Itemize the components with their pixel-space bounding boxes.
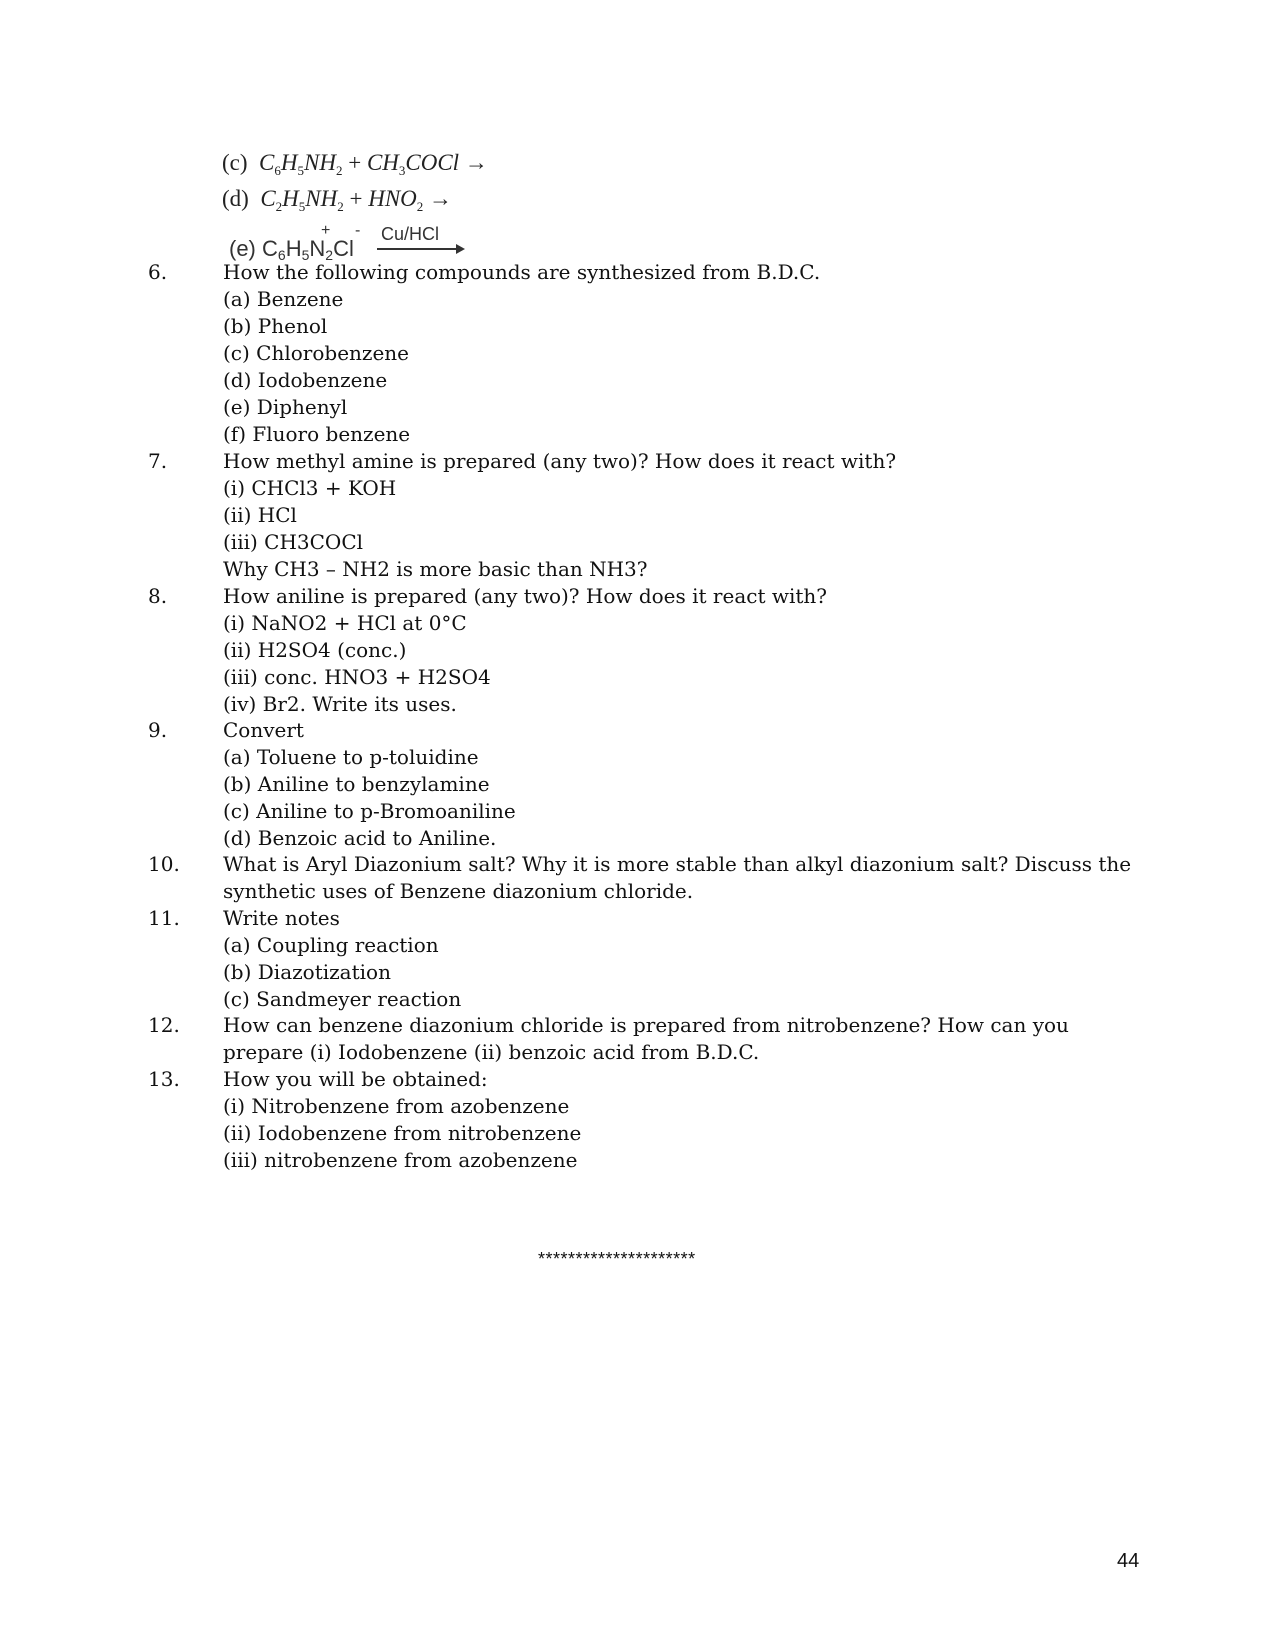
question-body bbox=[223, 851, 1143, 905]
question-number: 10. bbox=[148, 852, 180, 876]
question-number: 11. bbox=[148, 906, 180, 930]
question-line: How you will be obtained: bbox=[223, 1067, 488, 1091]
question-line: (i) CHCl3 + KOH bbox=[223, 476, 397, 500]
question-body bbox=[223, 1066, 1143, 1174]
question-line: How can benzene diazonium chloride is prepared from nitrobenzene? How can you prepare (i) Iodobenzene (ii) benzoic acid from B.D.C. bbox=[223, 1013, 1069, 1064]
question-line: (a) Toluene to p-toluidine bbox=[223, 745, 479, 769]
equation-c bbox=[222, 150, 488, 179]
question-line: (ii) HCl bbox=[223, 503, 297, 527]
question-line: (i) NaNO2 + HCl at 0°C bbox=[223, 611, 467, 635]
question-line: Write notes bbox=[223, 906, 340, 930]
question-line: (iv) Br2. Write its uses. bbox=[223, 692, 457, 716]
question-number: 13. bbox=[148, 1067, 180, 1091]
question-body bbox=[223, 1012, 1143, 1066]
reaction-arrow-icon bbox=[377, 248, 463, 250]
section-separator: ********************* bbox=[538, 1249, 696, 1269]
question-line: Why CH3 – NH2 is more basic than NH3? bbox=[223, 557, 648, 581]
question-line: (e) Diphenyl bbox=[223, 395, 348, 419]
equation-e-plus-charge: + bbox=[321, 222, 331, 239]
equation-d-formula: $C_2H_5NH_2 + HNO_2$ → bbox=[260, 186, 453, 214]
question-body bbox=[223, 259, 1143, 448]
question-line: How the following compounds are synthesized from B.D.C. bbox=[223, 260, 821, 284]
equation-d bbox=[222, 186, 452, 215]
question-line: (ii) H2SO4 (conc.) bbox=[223, 638, 407, 662]
page-number: 44 bbox=[1117, 1550, 1140, 1572]
question-line: (b) Aniline to benzylamine bbox=[223, 772, 490, 796]
question-body bbox=[223, 717, 1143, 852]
equation-e-minus-charge: - bbox=[355, 222, 361, 239]
question-number: 8. bbox=[148, 584, 168, 608]
question-number: 7. bbox=[148, 449, 168, 473]
question-line: (c) Aniline to p-Bromoaniline bbox=[223, 799, 516, 823]
question-line: How methyl amine is prepared (any two)? How does it react with? bbox=[223, 449, 897, 473]
question-line: (i) Nitrobenzene from azobenzene bbox=[223, 1094, 570, 1118]
question-line: (d) Benzoic acid to Aniline. bbox=[223, 826, 497, 850]
question-line: (iii) nitrobenzene from azobenzene bbox=[223, 1148, 578, 1172]
question-line: (iii) conc. HNO3 + H2SO4 bbox=[223, 665, 491, 689]
equation-e-formula: (e) $C_6H_5N_2Cl$ bbox=[229, 236, 354, 263]
question-line: Convert bbox=[223, 718, 304, 742]
question-body bbox=[223, 448, 1143, 583]
question-line: (f) Fluoro benzene bbox=[223, 422, 411, 446]
question-number: 6. bbox=[148, 260, 168, 284]
question-line: (c) Chlorobenzene bbox=[223, 341, 409, 365]
question-line: What is Aryl Diazonium salt? Why it is more stable than alkyl diazonium salt? Discuss the synthetic uses of Benzene diazonium chloride. bbox=[223, 852, 1132, 903]
question-body bbox=[223, 583, 1143, 718]
question-line: How aniline is prepared (any two)? How does it react with? bbox=[223, 584, 827, 608]
question-number: 12. bbox=[148, 1013, 180, 1037]
question-line: (iii) CH3COCl bbox=[223, 530, 364, 554]
equation-c-label: (c) bbox=[222, 150, 248, 175]
question-line: (a) Coupling reaction bbox=[223, 933, 439, 957]
equation-d-label: (d) bbox=[222, 186, 249, 211]
question-line: (b) Phenol bbox=[223, 314, 328, 338]
equation-e-reagent: Cu/HCl bbox=[381, 224, 440, 244]
question-line: (ii) Iodobenzene from nitrobenzene bbox=[223, 1121, 582, 1145]
question-line: (d) Iodobenzene bbox=[223, 368, 388, 392]
question-line: (c) Sandmeyer reaction bbox=[223, 987, 462, 1011]
equation-c-formula: $C_6H_5NH_2$ + $CH_3COCl$ → bbox=[259, 150, 488, 178]
question-body bbox=[223, 905, 1143, 1013]
question-line: (a) Benzene bbox=[223, 287, 344, 311]
question-number: 9. bbox=[148, 718, 168, 742]
question-line: (b) Diazotization bbox=[223, 960, 391, 984]
